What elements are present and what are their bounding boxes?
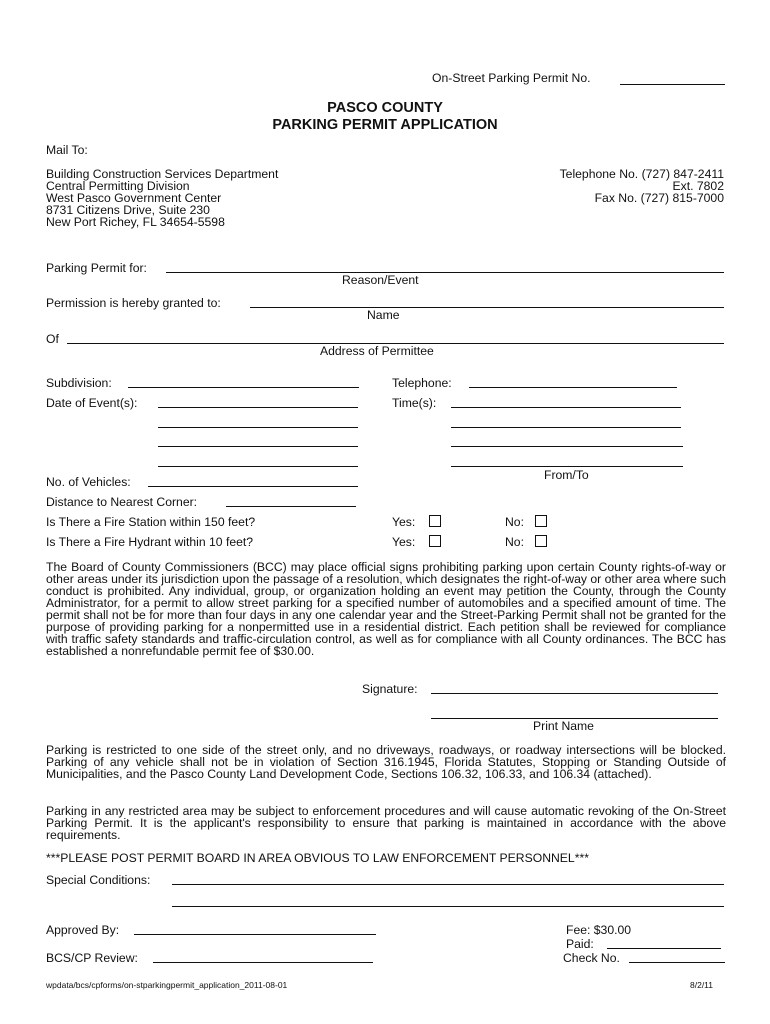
subdivision-line[interactable]	[128, 387, 359, 388]
date-line-2[interactable]	[158, 427, 358, 428]
fire-station-no-label: No:	[505, 515, 524, 529]
bcc-paragraph: The Board of County Commissioners (BCC) may place official signs prohibiting parking upon certain County rights-of-way or other areas under its jurisdiction upon the passage of a resolution, which designates the right-of-way or other area where such conduct is prohibited. Any individual, group, or organization holding an event may petition the County, through the County Administrator, for a permit to allow street parking for a specified number of automobiles and a specified amount of time. The permit shall not be for more than four days in any one calendar year and the Street-Parking Permit shall not be granted for the purpose of providing parking for a nonpermitted use in a residential district. Each petition shall be reviewed for compliance with traffic safety standards and traffic-circulation control, as well as for compliance with all County ordinances. The BCC has established a nonrefundable permit fee of $30.00.	[46, 560, 726, 658]
mail-line-1: Building Construction Services Department	[46, 167, 279, 181]
paid-line[interactable]	[607, 948, 721, 949]
fire-hydrant-yes-label: Yes:	[392, 535, 416, 549]
date-of-events-label: Date of Event(s):	[46, 396, 138, 410]
fire-hydrant-no-checkbox[interactable]	[535, 535, 547, 547]
paid-label: Paid:	[566, 937, 594, 951]
distance-corner-label: Distance to Nearest Corner:	[46, 495, 198, 509]
permission-granted-label: Permission is hereby granted to:	[46, 296, 221, 310]
check-no-line[interactable]	[629, 962, 725, 963]
name-line[interactable]	[250, 307, 724, 308]
restriction-paragraph: Parking is restricted to one side of the street only, and no driveways, roadways, or roadway intersections will be blocked. Parking of any vehicle shall not be in violation of Section 316.1945, Florida Statutes, Stopping or Standing Outside of Municipalities, and the Pasco County Land Development Code, Sections 106.32, 106.33, and 106.34 (attached).	[46, 743, 726, 781]
title-application: PARKING PERMIT APPLICATION	[272, 117, 498, 133]
date-line-4[interactable]	[158, 466, 358, 467]
address-caption: Address of Permittee	[320, 344, 434, 358]
times-label: Time(s):	[392, 396, 437, 410]
reason-event-caption: Reason/Event	[342, 273, 419, 287]
fax-number: Fax No. (727) 815-7000	[594, 191, 724, 205]
name-caption: Name	[367, 308, 400, 322]
telephone-line[interactable]	[469, 387, 677, 388]
fire-station-no-checkbox[interactable]	[535, 515, 547, 527]
fee-label: Fee: $30.00	[566, 923, 632, 937]
fire-hydrant-no-label: No:	[505, 535, 524, 549]
parking-permit-for-label: Parking Permit for:	[46, 261, 147, 275]
telephone-number: Telephone No. (727) 847-2411	[559, 167, 724, 181]
fire-hydrant-yes-checkbox[interactable]	[429, 535, 441, 547]
mail-line-2: Central Permitting Division	[46, 179, 190, 193]
signature-label: Signature:	[362, 682, 418, 696]
date-line-3[interactable]	[158, 446, 358, 447]
time-line-2[interactable]	[451, 427, 681, 428]
enforcement-paragraph: Parking in any restricted area may be subject to enforcement procedures and will cause automatic revoking of the On-Street Parking Permit. It is the applicant's responsibility to ensure that parking is maintained in accordance with the above requirements.	[46, 804, 726, 842]
special-conditions-label: Special Conditions:	[46, 873, 151, 887]
mail-line-4: 8731 Citizens Drive, Suite 230	[46, 203, 210, 217]
mail-line-3: West Pasco Government Center	[46, 191, 222, 205]
fire-station-yes-checkbox[interactable]	[429, 515, 441, 527]
print-name-caption: Print Name	[533, 719, 594, 733]
bcs-review-line[interactable]	[153, 962, 373, 963]
reason-event-line[interactable]	[166, 272, 724, 273]
bcs-review-label: BCS/CP Review:	[46, 951, 138, 965]
time-line-1[interactable]	[451, 407, 681, 408]
of-label: Of	[46, 332, 59, 346]
special-conditions-line-2[interactable]	[172, 906, 724, 907]
special-conditions-line-1[interactable]	[172, 884, 724, 885]
from-to-caption: From/To	[544, 468, 589, 482]
mail-to-label: Mail To:	[46, 143, 88, 157]
approved-by-line[interactable]	[134, 934, 376, 935]
subdivision-label: Subdivision:	[46, 376, 112, 390]
permit-no-line[interactable]	[620, 84, 725, 85]
check-no-label: Check No.	[563, 951, 620, 965]
signature-line[interactable]	[431, 693, 718, 694]
footer-file-path: wpdata/bcs/cpforms/on-stparkingpermit_application_2011-08-01	[46, 980, 288, 990]
approved-by-label: Approved By:	[46, 923, 120, 937]
footer-date: 8/2/11	[690, 980, 714, 990]
fire-hydrant-label: Is There a Fire Hydrant within 10 feet?	[46, 535, 254, 549]
telephone-label: Telephone:	[392, 376, 452, 390]
time-line-4[interactable]	[451, 466, 683, 467]
mail-line-5: New Port Richey, FL 34654-5598	[46, 215, 225, 229]
fire-station-label: Is There a Fire Station within 150 feet?	[46, 515, 256, 529]
title-county: PASCO COUNTY	[327, 100, 443, 116]
post-permit-notice: ***PLEASE POST PERMIT BOARD IN AREA OBVIOUS TO LAW ENFORCEMENT PERSONNEL***	[46, 851, 589, 865]
date-line-1[interactable]	[158, 407, 358, 408]
permit-no-label: On-Street Parking Permit No.	[432, 71, 591, 85]
vehicles-line[interactable]	[148, 486, 358, 487]
time-line-3[interactable]	[451, 446, 683, 447]
distance-line[interactable]	[226, 506, 356, 507]
fire-station-yes-label: Yes:	[392, 515, 416, 529]
telephone-ext: Ext. 7802	[672, 179, 724, 193]
no-of-vehicles-label: No. of Vehicles:	[46, 475, 131, 489]
